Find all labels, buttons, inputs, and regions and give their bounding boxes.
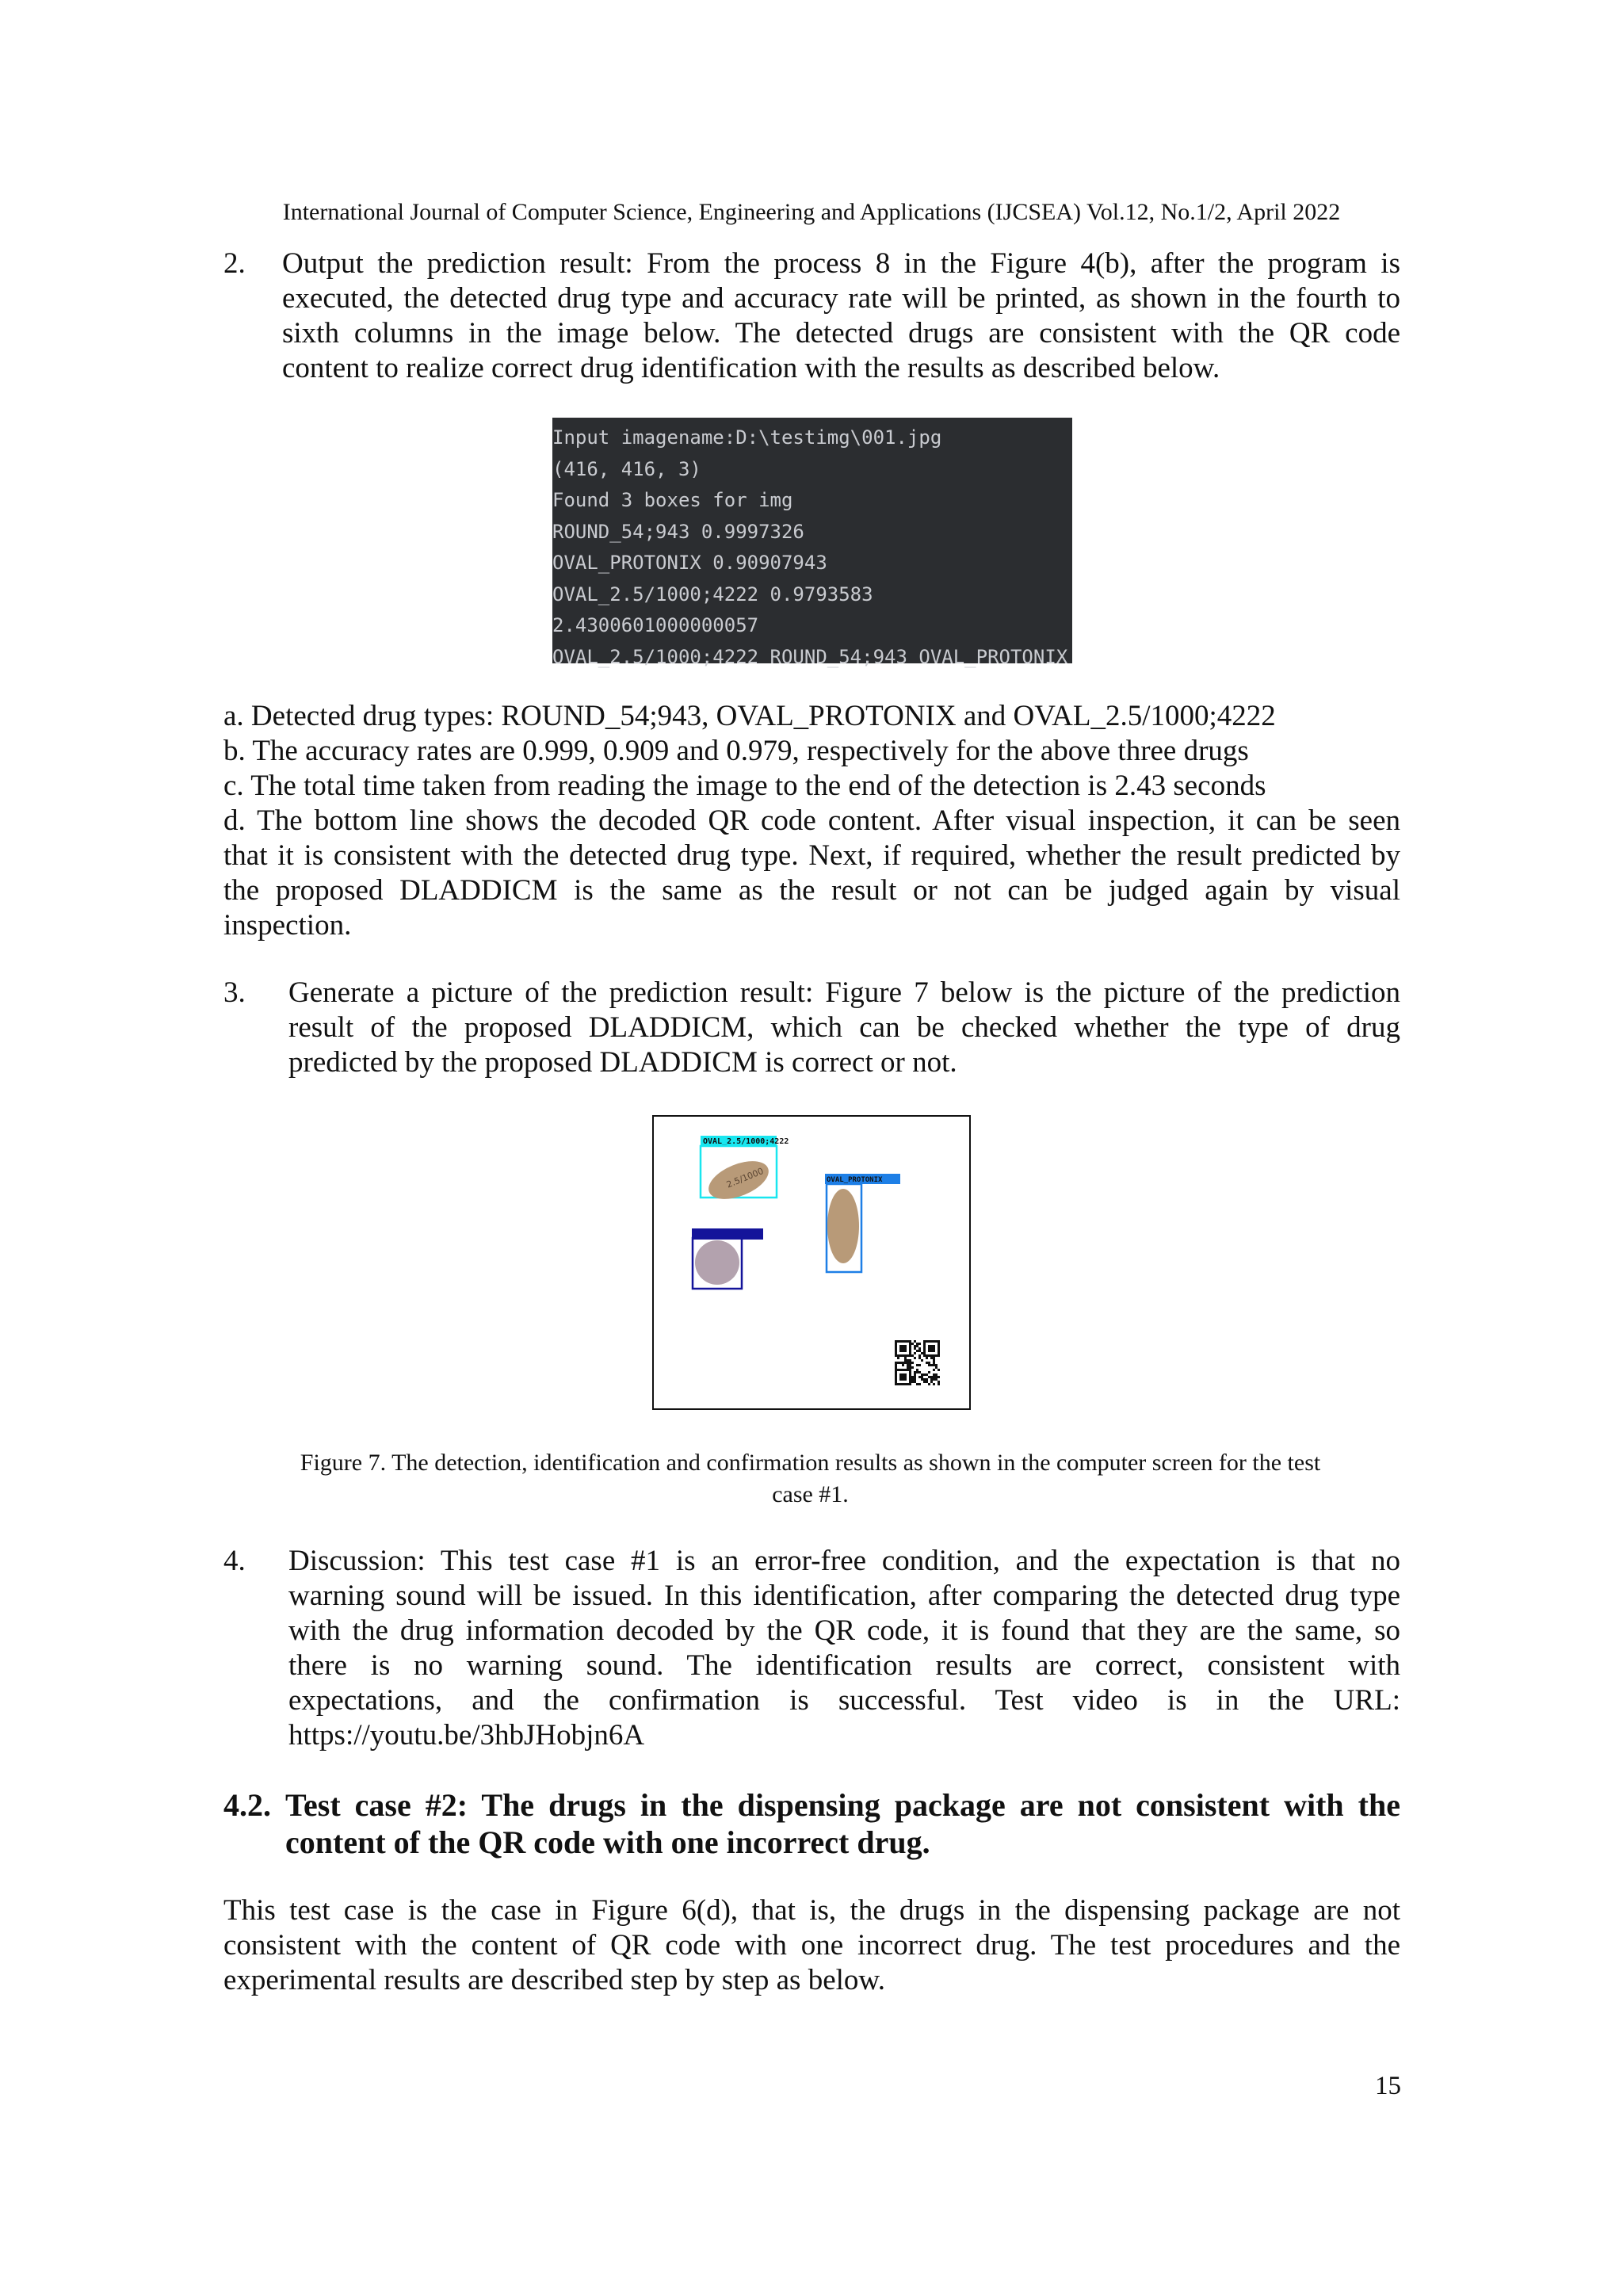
qr-module: [938, 1369, 940, 1371]
qr-module: [933, 1347, 935, 1350]
qr-module: [930, 1340, 933, 1343]
qr-module: [914, 1345, 916, 1347]
text-line: expectations, and the confirmation is successful. Test video is in the URL:: [288, 1684, 1400, 1717]
pill-imprint-text: 2.5/1000: [724, 1165, 766, 1190]
qr-module: [923, 1347, 926, 1350]
qr-module: [907, 1362, 909, 1364]
qr-module: [897, 1340, 899, 1343]
qr-module: [899, 1347, 902, 1350]
qr-module: [904, 1357, 907, 1359]
qr-module: [938, 1383, 940, 1385]
label-protonix: OVAL_PROTONIX: [827, 1176, 883, 1184]
qr-module: [938, 1376, 940, 1378]
qr-module: [895, 1343, 897, 1345]
qr-module: [909, 1376, 911, 1378]
qr-module: [911, 1354, 914, 1357]
qr-module: [930, 1378, 933, 1381]
qr-module: [909, 1378, 911, 1381]
qr-module: [895, 1371, 897, 1373]
qr-module: [933, 1364, 935, 1366]
qr-module: [909, 1366, 911, 1369]
qr-module: [933, 1359, 935, 1362]
qr-module: [899, 1362, 902, 1364]
qr-module: [909, 1350, 911, 1352]
qr-module: [916, 1371, 918, 1373]
qr-module: [909, 1340, 911, 1343]
journal-header: International Journal of Computer Science, Engineering and Applications (IJCSEA) Vol.12, No.1/2, April 2022: [282, 199, 1341, 225]
qr-module: [928, 1345, 930, 1347]
item-2-number: 2.: [223, 247, 246, 280]
section-title-line: content of the QR code with one incorrect drug.: [285, 1824, 930, 1860]
qr-module: [933, 1369, 935, 1371]
qr-module: [899, 1354, 902, 1357]
qr-module: [895, 1369, 897, 1371]
qr-module: [909, 1359, 911, 1362]
terminal-line: (416, 416, 3): [552, 457, 701, 480]
qr-module: [926, 1378, 928, 1381]
qr-module: [938, 1350, 940, 1352]
qr-module: [938, 1343, 940, 1345]
qr-module: [923, 1378, 926, 1381]
qr-module: [914, 1371, 916, 1373]
qr-module: [904, 1340, 907, 1343]
text-line: predicted by the proposed DLADDICM is correct or not.: [288, 1046, 957, 1079]
qr-module: [918, 1343, 921, 1345]
terminal-line: 2.4300601000000057: [552, 614, 759, 636]
qr-module: [895, 1347, 897, 1350]
section-number: 4.2.: [223, 1787, 271, 1823]
qr-module: [904, 1350, 907, 1352]
qr-module: [916, 1345, 918, 1347]
qr-module: [923, 1354, 926, 1357]
qr-module: [911, 1362, 914, 1364]
text-line: there is no warning sound. The identification results are correct, consistent with: [288, 1649, 1400, 1682]
qr-module: [921, 1352, 923, 1354]
qr-module: [902, 1373, 904, 1376]
qr-code-icon: [895, 1340, 940, 1385]
qr-module: [904, 1347, 907, 1350]
qr-module: [895, 1364, 897, 1366]
qr-module: [895, 1350, 897, 1352]
qr-module: [904, 1383, 907, 1385]
qr-module: [907, 1383, 909, 1385]
qr-module: [916, 1364, 918, 1366]
terminal-line: OVAL_PROTONIX 0.90907943: [552, 552, 827, 574]
section-title: [285, 1786, 1400, 1861]
qr-module: [935, 1366, 938, 1369]
qr-module: [899, 1373, 902, 1376]
qr-module: [911, 1378, 914, 1381]
terminal-line: Input imagename:D:\testimg\001.jpg: [552, 426, 942, 449]
text-line: Generate a picture of the prediction result: Figure 7 below is the picture of the prediction: [288, 976, 1400, 1009]
qr-module: [918, 1347, 921, 1350]
text-line: Output the prediction result: From the process 8 in the Figure 4(b), after the program is: [282, 247, 1400, 280]
qr-module: [938, 1352, 940, 1354]
qr-module: [895, 1366, 897, 1369]
qr-module: [918, 1371, 921, 1373]
text-line: with the drug information decoded by the QR code, it is found that they are the same, so: [288, 1614, 1400, 1647]
qr-module: [933, 1376, 935, 1378]
qr-module: [907, 1369, 909, 1371]
qr-module: [933, 1350, 935, 1352]
text-line: result of the proposed DLADDICM, which can be checked whether the type of drug: [288, 1011, 1400, 1044]
qr-module: [899, 1340, 902, 1343]
qr-module: [909, 1381, 911, 1383]
qr-module: [918, 1357, 921, 1359]
text-line: the proposed DLADDICM is the same as the result or not can be judged again by visual: [223, 874, 1400, 907]
qr-module: [895, 1376, 897, 1378]
terminal-line: OVAL_2.5/1000;4222 0.9793583: [552, 583, 873, 606]
qr-module: [904, 1378, 907, 1381]
qr-module: [921, 1378, 923, 1381]
qr-module: [911, 1343, 914, 1345]
qr-module: [926, 1381, 928, 1383]
qr-module: [895, 1340, 897, 1343]
qr-module: [904, 1369, 907, 1371]
qr-module: [909, 1369, 911, 1371]
qr-module: [895, 1352, 897, 1354]
qr-module: [935, 1376, 938, 1378]
qr-module: [914, 1378, 916, 1381]
qr-module: [933, 1340, 935, 1343]
qr-module: [916, 1343, 918, 1345]
qr-module: [895, 1378, 897, 1381]
qr-module: [902, 1350, 904, 1352]
qr-module: [909, 1371, 911, 1373]
qr-module: [926, 1373, 928, 1376]
terminal-line: OVAL_2.5/1000;4222 ROUND_54;943 OVAL_PROTONIX: [552, 645, 1068, 668]
qr-module: [914, 1357, 916, 1359]
qr-module: [928, 1354, 930, 1357]
qr-module: [911, 1366, 914, 1369]
results-list: [223, 699, 1400, 943]
text-line: executed, the detected drug type and accuracy rate will be printed, as shown in the fourth to: [282, 282, 1400, 315]
qr-module: [902, 1362, 904, 1364]
item-3-number: 3.: [223, 976, 246, 1009]
qr-module: [914, 1352, 916, 1354]
qr-module: [909, 1347, 911, 1350]
qr-module: [928, 1376, 930, 1378]
qr-module: [899, 1369, 902, 1371]
qr-module: [902, 1354, 904, 1357]
section-title-line: Test case #2: The drugs in the dispensing package are not consistent with the: [285, 1787, 1400, 1823]
qr-module: [923, 1340, 926, 1343]
qr-module: [909, 1345, 911, 1347]
qr-module: [902, 1347, 904, 1350]
qr-module: [923, 1343, 926, 1345]
qr-module: [902, 1378, 904, 1381]
qr-module: [895, 1354, 897, 1357]
text-line: warning sound will be issued. In this identification, after comparing the detected drug type: [288, 1580, 1400, 1612]
qr-module: [897, 1383, 899, 1385]
qr-module: [935, 1373, 938, 1376]
result-line-b: b. The accuracy rates are 0.999, 0.909 and 0.979, respectively for the above three drugs: [223, 735, 1249, 767]
pill-round: [695, 1240, 739, 1285]
qr-module: [899, 1378, 902, 1381]
qr-module: [930, 1357, 933, 1359]
qr-module: [935, 1364, 938, 1366]
text-line: inspection.: [223, 909, 352, 942]
label-oval-2-5: OVAL_2.5/1000;4222: [703, 1137, 789, 1146]
result-line-d: d. The bottom line shows the decoded QR code content. After visual inspection, it can be seen: [223, 804, 1400, 837]
qr-module: [930, 1350, 933, 1352]
qr-module: [899, 1376, 902, 1378]
qr-module: [928, 1340, 930, 1343]
qr-module: [923, 1345, 926, 1347]
qr-module: [916, 1383, 918, 1385]
detection-result-svg: [654, 1117, 969, 1408]
qr-module: [899, 1383, 902, 1385]
qr-module: [909, 1352, 911, 1354]
text-line: This test case is the case in Figure 6(d), that is, the drugs in the dispensing package are not: [223, 1894, 1400, 1927]
qr-module: [907, 1366, 909, 1369]
qr-module: [933, 1357, 935, 1359]
qr-module: [914, 1347, 916, 1350]
qr-module: [918, 1350, 921, 1352]
qr-module: [895, 1345, 897, 1347]
qr-module: [916, 1369, 918, 1371]
qr-module: [914, 1373, 916, 1376]
qr-module: [933, 1354, 935, 1357]
terminal-output-screenshot: [552, 418, 1072, 668]
qr-module: [926, 1340, 928, 1343]
qr-module: [926, 1354, 928, 1357]
page-number: 15: [1375, 2072, 1401, 2100]
text-line: experimental results are described step by step as below.: [223, 1964, 885, 1996]
qr-module: [923, 1381, 926, 1383]
qr-module: [918, 1376, 921, 1378]
qr-module: [930, 1376, 933, 1378]
qr-module: [928, 1362, 930, 1364]
caption-line: Figure 7. The detection, identification and confirmation results as shown in the computer screen for the test: [300, 1450, 1321, 1476]
result-line-a: a. Detected drug types: ROUND_54;943, OVAL_PROTONIX and OVAL_2.5/1000;4222: [223, 700, 1276, 732]
qr-module: [914, 1340, 916, 1343]
text-line: Discussion: This test case #1 is an error-free condition, and the expectation is that no: [288, 1545, 1400, 1577]
qr-module: [904, 1362, 907, 1364]
qr-module: [938, 1340, 940, 1343]
qr-module: [904, 1376, 907, 1378]
qr-module: [911, 1376, 914, 1378]
qr-module: [933, 1345, 935, 1347]
item-4-text: [288, 1544, 1400, 1753]
qr-module: [907, 1359, 909, 1362]
qr-module: [899, 1345, 902, 1347]
qr-module: [926, 1357, 928, 1359]
qr-module: [918, 1383, 921, 1385]
qr-module: [930, 1381, 933, 1383]
caption-line: case #1.: [772, 1481, 849, 1507]
qr-module: [909, 1354, 911, 1357]
qr-module: [935, 1354, 938, 1357]
qr-module: [909, 1362, 911, 1364]
qr-module: [923, 1350, 926, 1352]
figure-7-detection-image: [652, 1115, 971, 1410]
qr-module: [938, 1381, 940, 1383]
qr-module: [897, 1369, 899, 1371]
pill-oval-2-5: [703, 1153, 773, 1206]
text-line: that it is consistent with the detected drug type. Next, if required, whether the result predicted by: [223, 839, 1400, 872]
qr-module: [921, 1376, 923, 1378]
qr-module: [909, 1364, 911, 1366]
text-line: content to realize correct drug identification with the results as described below.: [282, 352, 1220, 384]
qr-module: [930, 1364, 933, 1366]
qr-module: [921, 1373, 923, 1376]
qr-module: [923, 1373, 926, 1376]
qr-module: [902, 1369, 904, 1371]
qr-module: [914, 1381, 916, 1383]
qr-module: [907, 1354, 909, 1357]
pill-protonix: [827, 1189, 859, 1263]
qr-module: [938, 1345, 940, 1347]
text-line: sixth columns in the image below. The detected drugs are consistent with the QR code: [282, 317, 1400, 350]
qr-module: [895, 1381, 897, 1383]
qr-module: [902, 1340, 904, 1343]
qr-module: [916, 1350, 918, 1352]
qr-module: [909, 1373, 911, 1376]
item-3-text: [288, 976, 1400, 1080]
qr-module: [923, 1352, 926, 1354]
qr-module: [933, 1362, 935, 1364]
result-line-c: c. The total time taken from reading the image to the end of the detection is 2.43 seconds: [223, 770, 1266, 802]
qr-module: [907, 1364, 909, 1366]
item-4-number: 4.: [223, 1545, 246, 1577]
qr-module: [928, 1350, 930, 1352]
qr-module: [904, 1359, 907, 1362]
qr-module: [909, 1383, 911, 1385]
qr-module: [933, 1378, 935, 1381]
qr-module: [921, 1359, 923, 1362]
qr-module: [911, 1381, 914, 1383]
qr-module: [899, 1350, 902, 1352]
qr-module: [935, 1378, 938, 1381]
qr-module: [895, 1383, 897, 1385]
qr-module: [895, 1362, 897, 1364]
qr-module: [935, 1340, 938, 1343]
qr-module: [933, 1383, 935, 1385]
qr-module: [914, 1376, 916, 1378]
qr-module: [938, 1347, 940, 1350]
qr-module: [928, 1383, 930, 1385]
qr-module: [897, 1357, 899, 1359]
video-url[interactable]: https://youtu.be/3hbJHobjn6A: [288, 1719, 645, 1752]
test-case-2-intro: [223, 1893, 1400, 1998]
qr-module: [895, 1373, 897, 1376]
text-line: consistent with the content of QR code with one incorrect drug. The test procedures and the: [223, 1929, 1400, 1962]
qr-module: [897, 1354, 899, 1357]
qr-module: [904, 1373, 907, 1376]
terminal-line: Found 3 boxes for img: [552, 489, 793, 511]
qr-module: [902, 1345, 904, 1347]
qr-module: [933, 1373, 935, 1376]
qr-module: [904, 1345, 907, 1347]
qr-module: [928, 1371, 930, 1373]
qr-module: [926, 1362, 928, 1364]
qr-module: [918, 1354, 921, 1357]
qr-module: [930, 1345, 933, 1347]
qr-module: [904, 1354, 907, 1357]
qr-module: [928, 1364, 930, 1366]
qr-module: [897, 1362, 899, 1364]
qr-module: [902, 1364, 904, 1366]
qr-module: [928, 1347, 930, 1350]
qr-module: [930, 1347, 933, 1350]
qr-module: [909, 1343, 911, 1345]
qr-module: [902, 1376, 904, 1378]
terminal-line: ROUND_54;943 0.9997326: [552, 520, 804, 543]
qr-module: [918, 1364, 921, 1366]
item-2-text: [282, 246, 1400, 386]
figure-7-caption: [214, 1447, 1407, 1511]
qr-module: [907, 1340, 909, 1343]
qr-module: [902, 1383, 904, 1385]
qr-module: [938, 1354, 940, 1357]
qr-module: [930, 1354, 933, 1357]
